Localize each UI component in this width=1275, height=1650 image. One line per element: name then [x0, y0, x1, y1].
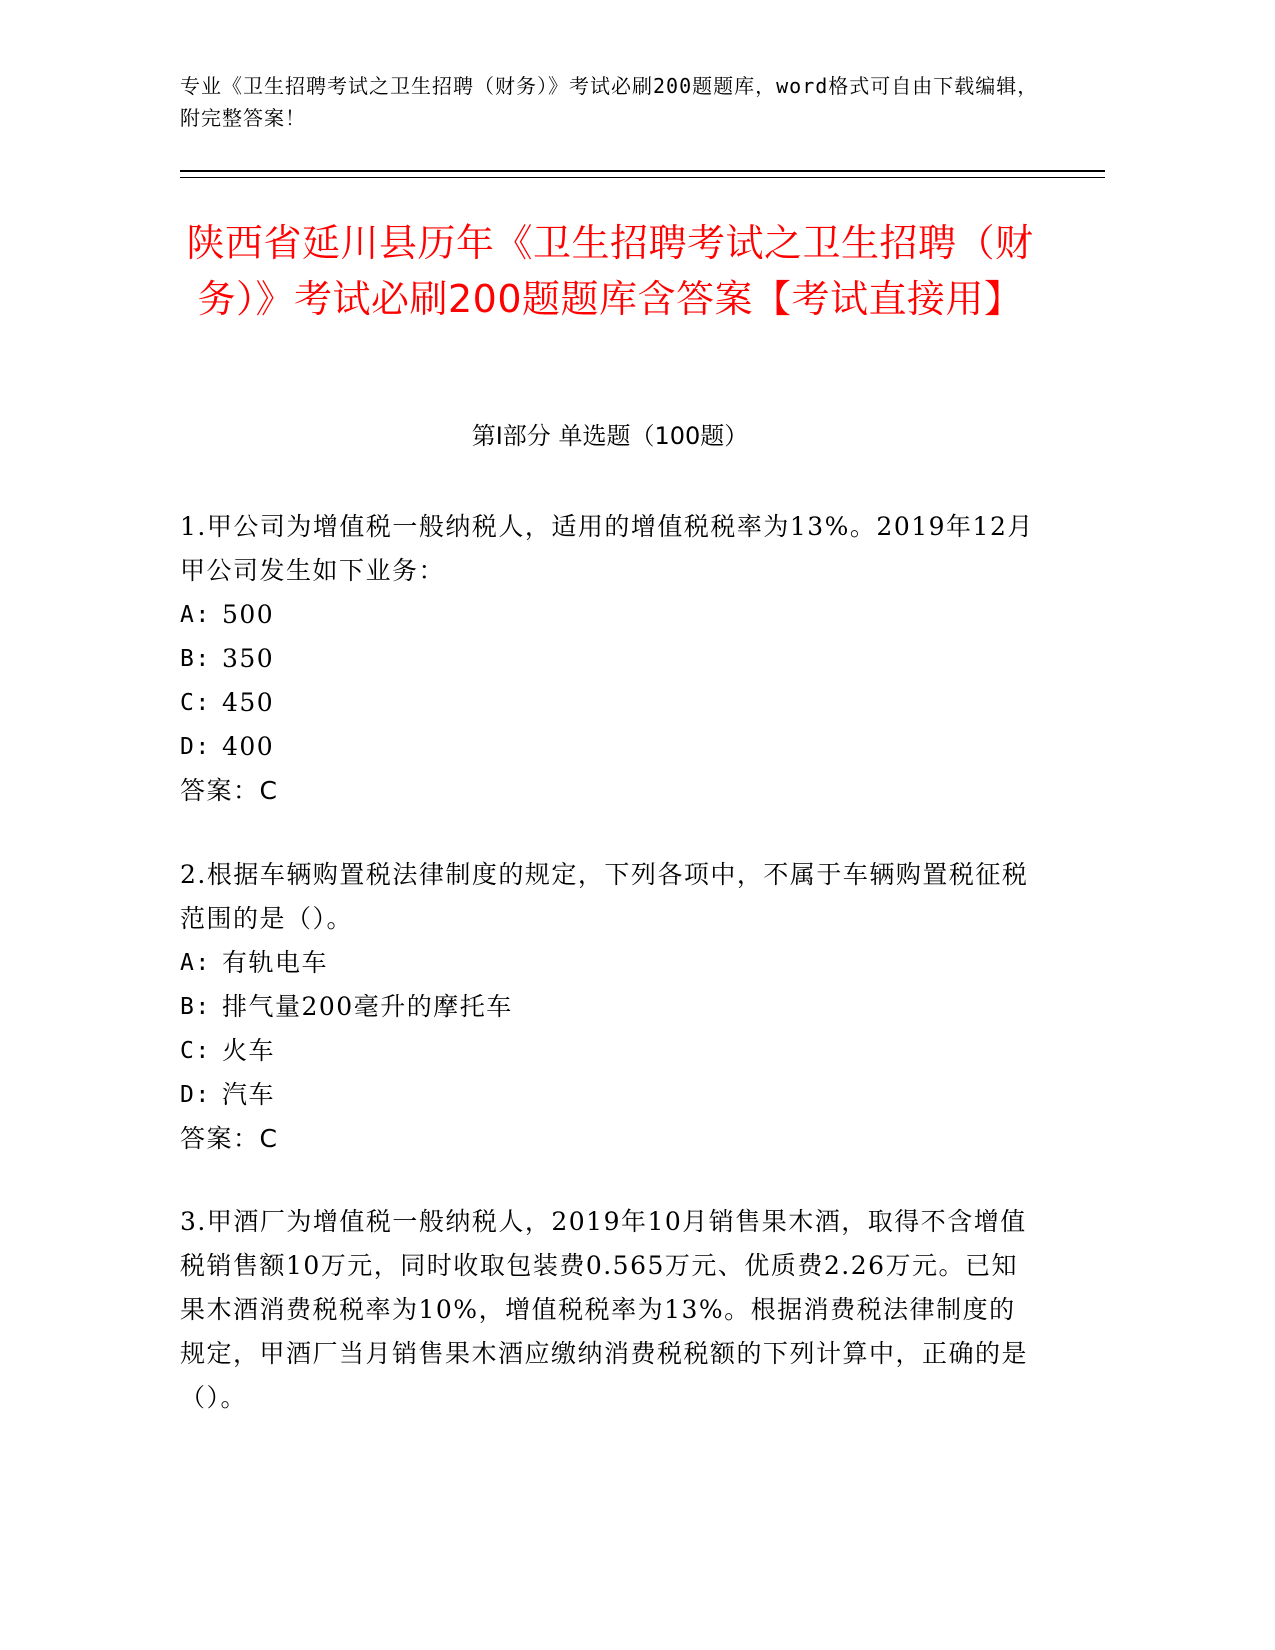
option-text: 汽车: [222, 1080, 276, 1109]
option-a: [180, 593, 1040, 637]
option-text: 400: [222, 732, 275, 761]
option-letter: C:: [180, 1038, 211, 1064]
header-note: 专业《卫生招聘考试之卫生招聘（财务）》考试必刷200题题库，word格式可自由下载编辑，附完整答案！: [180, 74, 1039, 130]
question-1: [180, 505, 1040, 813]
option-letter: A:: [180, 950, 211, 976]
question-stem: 1.甲公司为增值税一般纳税人，适用的增值税税率为13%。2019年12月甲公司发生如下业务：: [180, 512, 1034, 585]
option-text: 450: [222, 688, 275, 717]
option-a: [180, 941, 1040, 985]
option-b: [180, 985, 1040, 1029]
option-b: [180, 637, 1040, 681]
option-c: [180, 681, 1040, 725]
answer-line: 答案：C: [180, 1124, 279, 1153]
answer-line: 答案：C: [180, 776, 279, 805]
option-letter: D:: [180, 1082, 211, 1108]
question-2: [180, 853, 1040, 1161]
option-c: [180, 1029, 1040, 1073]
option-text: 350: [222, 644, 275, 673]
option-text: 500: [222, 600, 275, 629]
option-text: 有轨电车: [222, 948, 329, 977]
question-3: [180, 1200, 1040, 1420]
option-text: 火车: [222, 1036, 276, 1065]
option-text: 排气量200毫升的摩托车: [222, 992, 513, 1021]
option-letter: C:: [180, 690, 211, 716]
document-title: 陕西省延川县历年《卫生招聘考试之卫生招聘（财务）》考试必刷200题题库含答案【考试直接用】: [186, 221, 1034, 321]
header-divider-thin: [180, 177, 1105, 178]
option-letter: A:: [180, 602, 211, 628]
header-divider-thick: [180, 170, 1105, 172]
option-letter: B:: [180, 994, 211, 1020]
option-letter: D:: [180, 734, 211, 760]
question-stem: 2.根据车辆购置税法律制度的规定，下列各项中，不属于车辆购置税征税范围的是（）。: [180, 860, 1029, 933]
option-letter: B:: [180, 646, 211, 672]
question-stem: 3.甲酒厂为增值税一般纳税人，2019年10月销售果木酒，取得不含增值税销售额10万元，同时收取包装费0.565万元、优质费2.26万元。已知果木酒消费税税率为10%，增值税税率为13%。根据消费税法律制度的规定，甲酒厂当月销售果木酒应缴纳消费税税额的下列计算中，正确的是（）。: [180, 1207, 1029, 1412]
option-d: [180, 1073, 1040, 1117]
option-d: [180, 725, 1040, 769]
section-title: 第I部分 单选题（100题）: [471, 422, 749, 450]
